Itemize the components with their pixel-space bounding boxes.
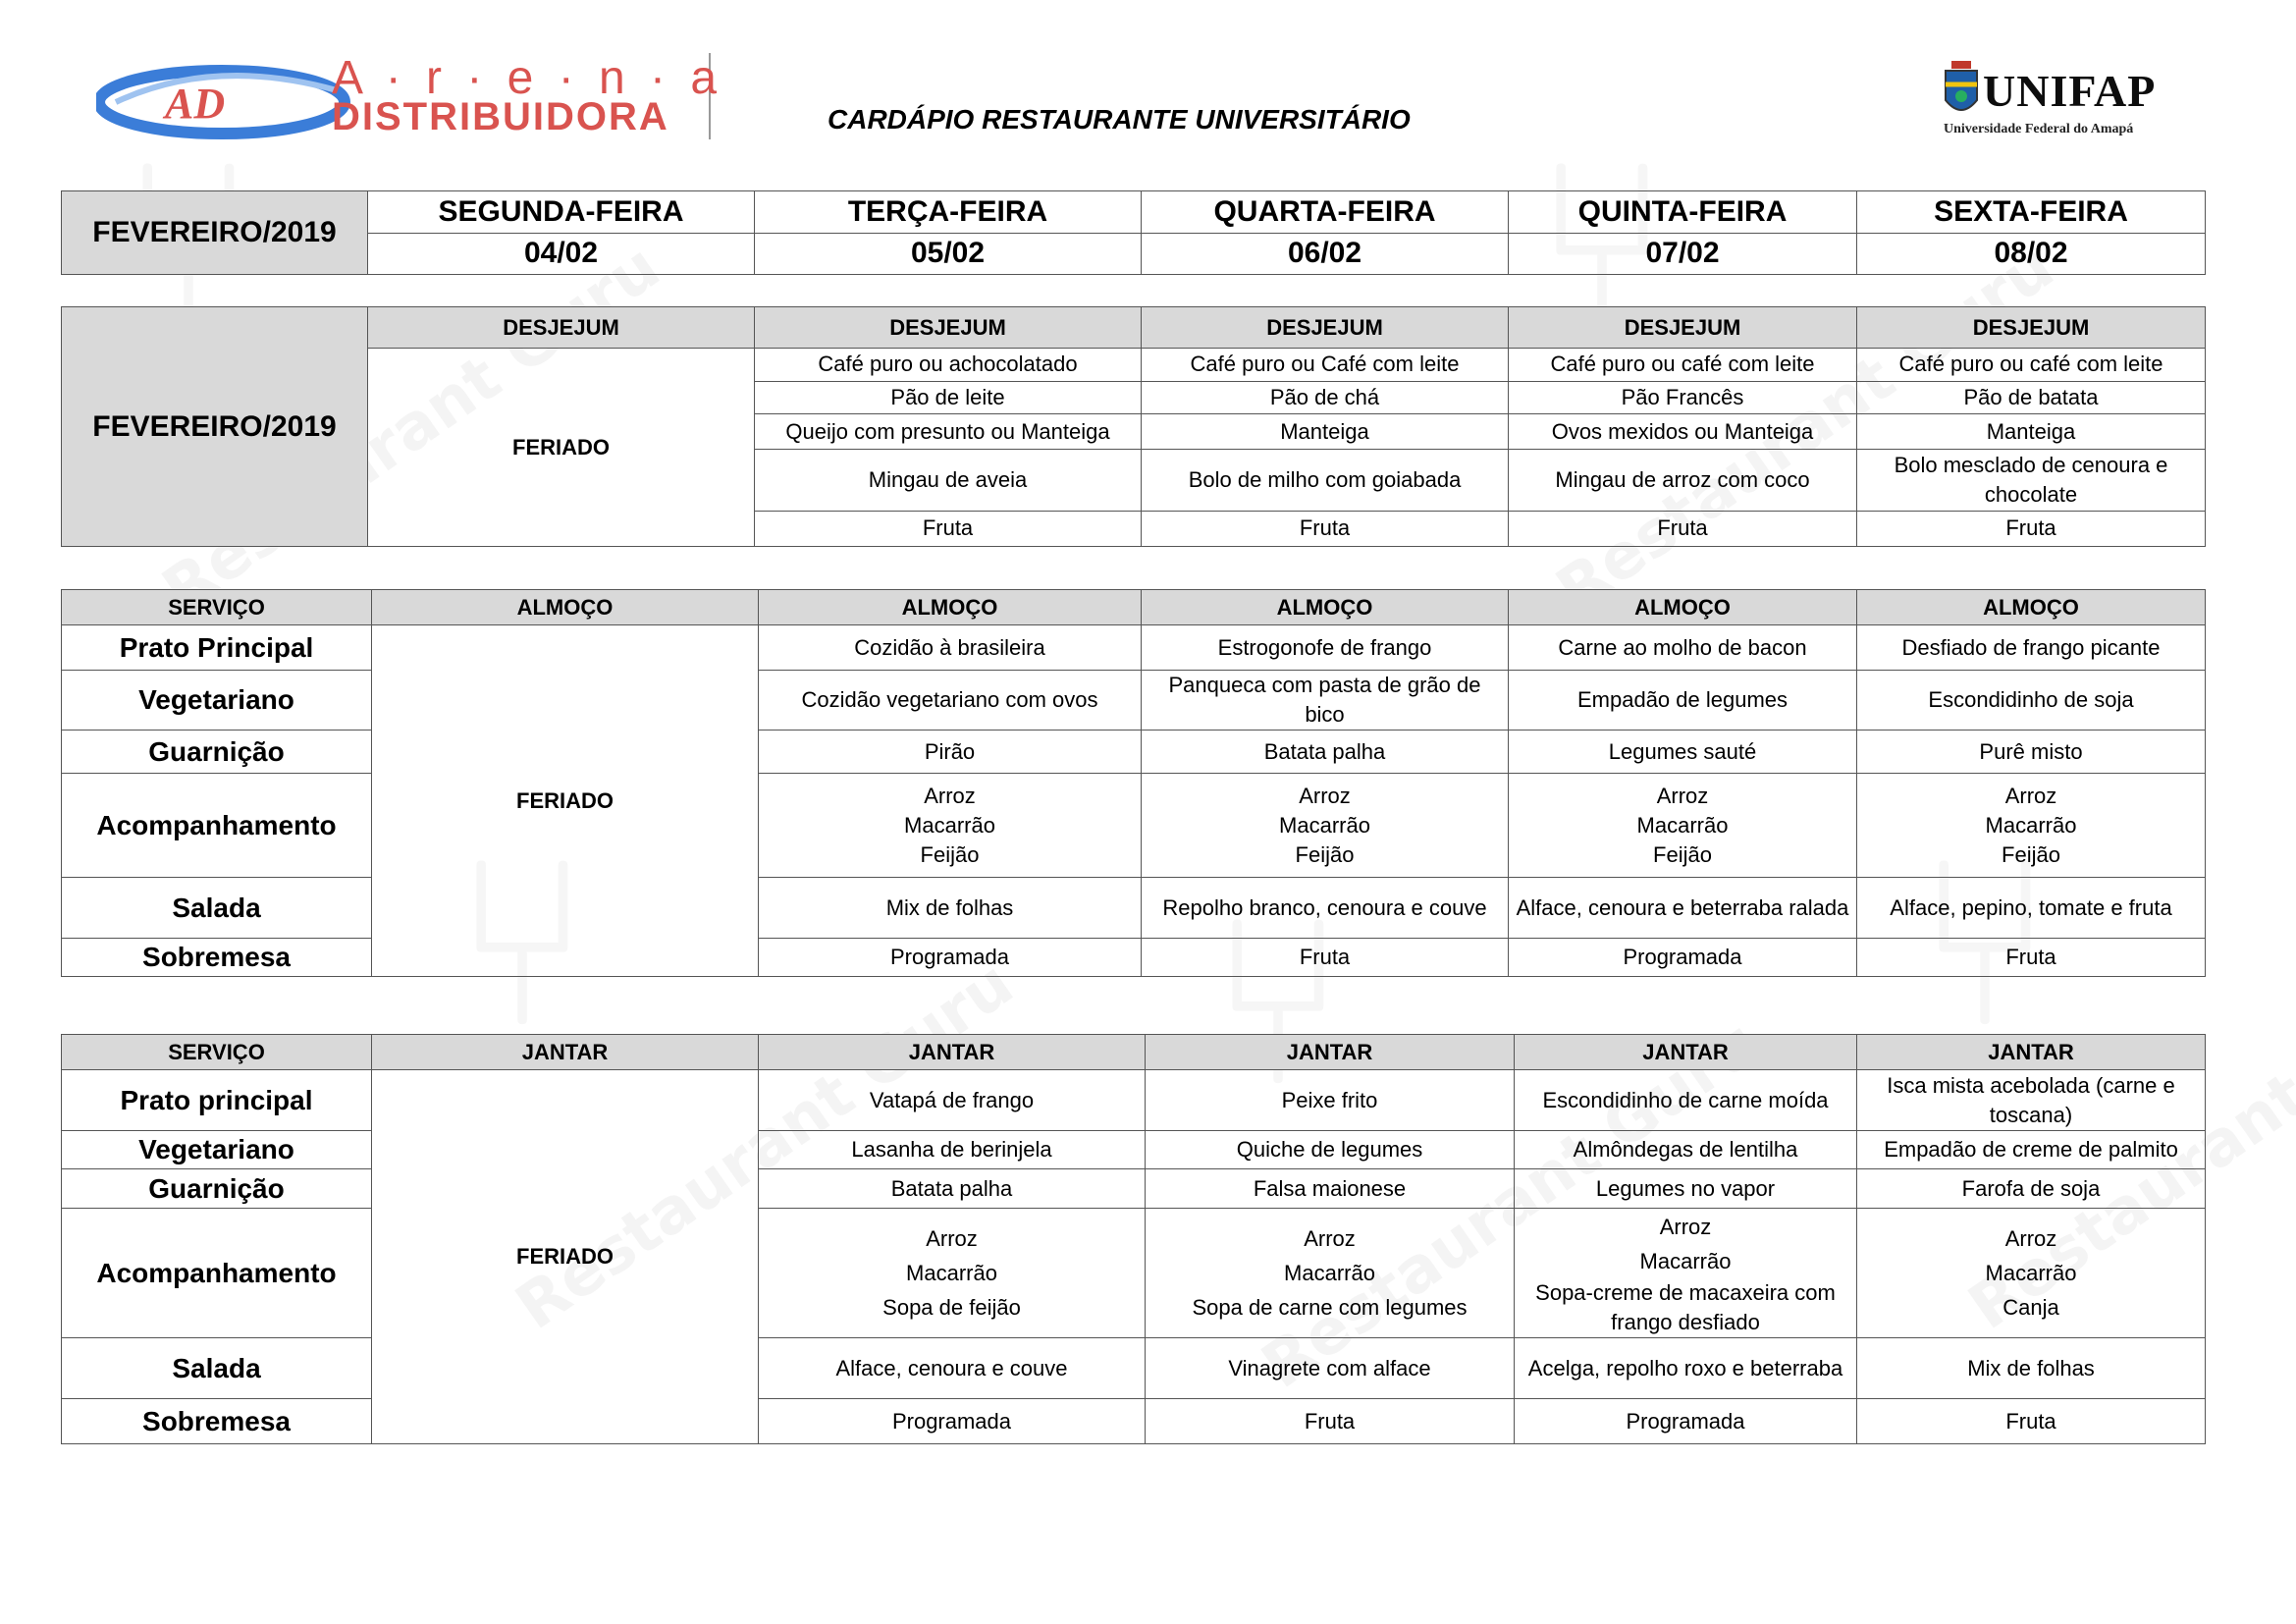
lunch-item: Fruta xyxy=(1142,939,1509,977)
lunch-item: Pirão xyxy=(759,731,1142,774)
lunch-table xyxy=(61,589,2206,977)
arena-logo xyxy=(96,51,723,144)
dinner-item: Almôndegas de lentilha xyxy=(1515,1131,1857,1169)
dinner-item: Arroz Macarrão Sopa de carne com legumes xyxy=(1146,1209,1515,1338)
breakfast-item: Ovos mexidos ou Manteiga xyxy=(1509,413,1857,449)
breakfast-header: DESJEJUM xyxy=(1509,307,1857,349)
lunch-header: ALMOÇO xyxy=(372,590,759,625)
breakfast-header: DESJEJUM xyxy=(1142,307,1509,349)
dinner-table xyxy=(61,1034,2206,1444)
breakfast-item: Café puro ou Café com leite xyxy=(1142,349,1509,381)
dinner-item: Arroz Macarrão Sopa de feijão xyxy=(759,1209,1146,1338)
breakfast-item: Fruta xyxy=(1857,511,2206,546)
lunch-holiday-cell: FERIADO xyxy=(372,625,759,977)
lunch-item: Legumes sauté xyxy=(1509,731,1857,774)
lunch-row-label: Sobremesa xyxy=(62,939,372,977)
lunch-item: Estrogonofe de frango xyxy=(1142,625,1509,671)
unifap-logo xyxy=(1942,57,2177,145)
dinner-item: Acelga, repolho roxo e beterraba xyxy=(1515,1338,1857,1399)
lunch-header: SERVIÇO xyxy=(62,590,372,625)
dinner-header: JANTAR xyxy=(1857,1035,2206,1070)
dinner-header: JANTAR xyxy=(372,1035,759,1070)
dinner-header: SERVIÇO xyxy=(62,1035,372,1070)
lunch-row-label: Vegetariano xyxy=(62,671,372,731)
dinner-item: Mix de folhas xyxy=(1857,1338,2206,1399)
breakfast-item: Queijo com presunto ou Manteiga xyxy=(755,413,1142,449)
arena-sub: DISTRIBUIDORA xyxy=(332,95,669,138)
breakfast-table xyxy=(61,306,2206,547)
dinner-item: Fruta xyxy=(1146,1399,1515,1444)
month-cell: FEVEREIRO/2019 xyxy=(62,191,368,275)
lunch-item: Arroz Macarrão Feijão xyxy=(1857,774,2206,878)
lunch-item: Repolho branco, cenoura e couve xyxy=(1142,878,1509,939)
day-date: 07/02 xyxy=(1509,233,1857,275)
lunch-item: Alface, pepino, tomate e fruta xyxy=(1857,878,2206,939)
dinner-item: Isca mista acebolada (carne e toscana) xyxy=(1857,1070,2206,1131)
breakfast-item: Café puro ou café com leite xyxy=(1857,349,2206,381)
lunch-item: Carne ao molho de bacon xyxy=(1509,625,1857,671)
lunch-item: Purê misto xyxy=(1857,731,2206,774)
lunch-item: Cozidão à brasileira xyxy=(759,625,1142,671)
breakfast-item: Manteiga xyxy=(1857,413,2206,449)
dinner-item: Programada xyxy=(759,1399,1146,1444)
dinner-item: Farofa de soja xyxy=(1857,1169,2206,1209)
unifap-crest-icon xyxy=(1942,61,1981,122)
dinner-item: Arroz Macarrão Canja xyxy=(1857,1209,2206,1338)
dinner-header: JANTAR xyxy=(759,1035,1146,1070)
day-name: SEXTA-FEIRA xyxy=(1857,191,2206,234)
breakfast-item: Bolo de milho com goiabada xyxy=(1142,450,1509,512)
lunch-header: ALMOÇO xyxy=(759,590,1142,625)
dinner-item: Fruta xyxy=(1857,1399,2206,1444)
dinner-holiday-cell: FERIADO xyxy=(372,1070,759,1444)
lunch-item: Empadão de legumes xyxy=(1509,671,1857,731)
lunch-item: Desfiado de frango picante xyxy=(1857,625,2206,671)
dinner-item: Vinagrete com alface xyxy=(1146,1338,1515,1399)
dinner-row-label: Vegetariano xyxy=(62,1131,372,1169)
lunch-header: ALMOÇO xyxy=(1857,590,2206,625)
day-name: SEGUNDA-FEIRA xyxy=(368,191,755,234)
dinner-item: Lasanha de berinjela xyxy=(759,1131,1146,1169)
dinner-item: Quiche de legumes xyxy=(1146,1131,1515,1169)
breakfast-holiday-cell: FERIADO xyxy=(368,349,755,547)
dinner-row-label: Prato principal xyxy=(62,1070,372,1131)
day-date: 05/02 xyxy=(755,233,1142,275)
dinner-item: Legumes no vapor xyxy=(1515,1169,1857,1209)
dinner-item: Escondidinho de carne moída xyxy=(1515,1070,1857,1131)
lunch-item: Panqueca com pasta de grão de bico xyxy=(1142,671,1509,731)
arena-mark: AD xyxy=(165,80,226,128)
breakfast-item: Bolo mesclado de cenoura e chocolate xyxy=(1857,450,2206,512)
breakfast-item: Fruta xyxy=(1509,511,1857,546)
breakfast-item: Fruta xyxy=(1142,511,1509,546)
breakfast-item: Café puro ou achocolatado xyxy=(755,349,1142,381)
lunch-row-label: Prato Principal xyxy=(62,625,372,671)
dinner-item: Peixe frito xyxy=(1146,1070,1515,1131)
breakfast-header: DESJEJUM xyxy=(368,307,755,349)
lunch-header: ALMOÇO xyxy=(1142,590,1509,625)
arena-word: A · r · e · n · a xyxy=(332,52,723,104)
dinner-row-label: Acompanhamento xyxy=(62,1209,372,1338)
lunch-item: Fruta xyxy=(1857,939,2206,977)
unifap-name: UNIFAP xyxy=(1983,66,2157,116)
lunch-item: Programada xyxy=(759,939,1142,977)
lunch-row-label: Salada xyxy=(62,878,372,939)
breakfast-item: Fruta xyxy=(755,511,1142,546)
lunch-item: Alface, cenoura e beterraba ralada xyxy=(1509,878,1857,939)
lunch-item: Cozidão vegetariano com ovos xyxy=(759,671,1142,731)
lunch-row-label: Acompanhamento xyxy=(62,774,372,878)
day-name: QUINTA-FEIRA xyxy=(1509,191,1857,234)
lunch-item: Arroz Macarrão Feijão xyxy=(1509,774,1857,878)
day-date: 08/02 xyxy=(1857,233,2206,275)
lunch-item: Escondidinho de soja xyxy=(1857,671,2206,731)
dinner-item: Empadão de creme de palmito xyxy=(1857,1131,2206,1169)
day-date: 04/02 xyxy=(368,233,755,275)
lunch-row-label: Guarnição xyxy=(62,731,372,774)
dinner-row-label: Salada xyxy=(62,1338,372,1399)
lunch-header: ALMOÇO xyxy=(1509,590,1857,625)
dinner-row-label: Guarnição xyxy=(62,1169,372,1209)
breakfast-item: Café puro ou café com leite xyxy=(1509,349,1857,381)
breakfast-item: Pão Francês xyxy=(1509,381,1857,413)
dinner-header: JANTAR xyxy=(1146,1035,1515,1070)
lunch-item: Arroz Macarrão Feijão xyxy=(1142,774,1509,878)
dinner-item: Alface, cenoura e couve xyxy=(759,1338,1146,1399)
breakfast-item: Pão de chá xyxy=(1142,381,1509,413)
breakfast-header: DESJEJUM xyxy=(1857,307,2206,349)
unifap-subtitle: Universidade Federal do Amapá xyxy=(1944,122,2134,136)
dinner-header: JANTAR xyxy=(1515,1035,1857,1070)
dinner-item: Arroz Macarrão Sopa-creme de macaxeira com frango desfiado xyxy=(1515,1209,1857,1338)
breakfast-item: Manteiga xyxy=(1142,413,1509,449)
dinner-item: Falsa maionese xyxy=(1146,1169,1515,1209)
day-date: 06/02 xyxy=(1142,233,1509,275)
breakfast-item: Mingau de aveia xyxy=(755,450,1142,512)
breakfast-month-cell: FEVEREIRO/2019 xyxy=(62,307,368,547)
lunch-item: Arroz Macarrão Feijão xyxy=(759,774,1142,878)
dinner-row-label: Sobremesa xyxy=(62,1399,372,1444)
page-title: CARDÁPIO RESTAURANTE UNIVERSITÁRIO xyxy=(828,104,1411,135)
breakfast-item: Mingau de arroz com coco xyxy=(1509,450,1857,512)
breakfast-header: DESJEJUM xyxy=(755,307,1142,349)
dinner-item: Vatapá de frango xyxy=(759,1070,1146,1131)
day-name: QUARTA-FEIRA xyxy=(1142,191,1509,234)
dinner-item: Programada xyxy=(1515,1399,1857,1444)
lunch-item: Batata palha xyxy=(1142,731,1509,774)
dates-table xyxy=(61,190,2206,275)
day-name: TERÇA-FEIRA xyxy=(755,191,1142,234)
breakfast-item: Pão de leite xyxy=(755,381,1142,413)
lunch-item: Programada xyxy=(1509,939,1857,977)
breakfast-item: Pão de batata xyxy=(1857,381,2206,413)
dinner-item: Batata palha xyxy=(759,1169,1146,1209)
lunch-item: Mix de folhas xyxy=(759,878,1142,939)
